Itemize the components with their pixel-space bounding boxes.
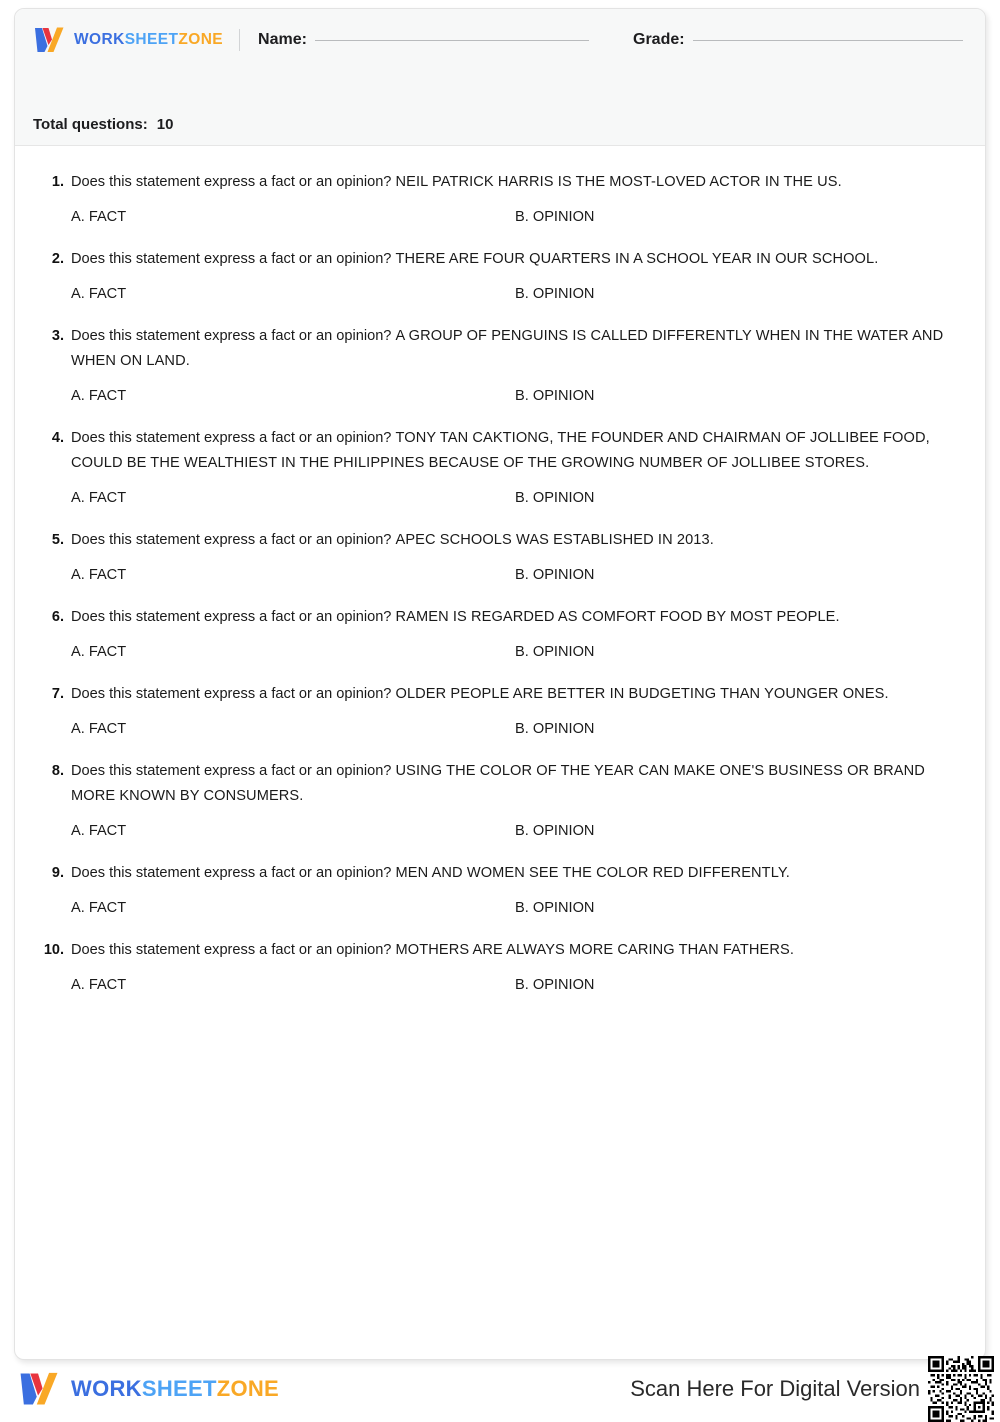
question-options: [71, 977, 959, 993]
question-item: [41, 426, 959, 506]
question-body: [71, 324, 959, 404]
question-item: [41, 170, 959, 225]
question-statement: TONY TAN CAKTIONG, THE FOUNDER AND CHAIRMAN OF JOLLIBEE FOOD, COULD BE THE WEALTHIEST IN THE PHILIPPINES BECAUSE OF THE GROWING NUMBER OF JOLLIBEE STORES.: [71, 430, 930, 471]
option-a[interactable]: A. FACT: [71, 900, 127, 916]
option-b[interactable]: B. OPINION: [515, 721, 595, 737]
question-body: [71, 170, 959, 225]
question-statement: APEC SCHOOLS WAS ESTABLISHED IN 2013.: [395, 532, 714, 548]
option-b[interactable]: B. OPINION: [515, 977, 595, 993]
question-number: 5.: [51, 532, 64, 548]
question-text: [71, 861, 959, 886]
question-item: [41, 324, 959, 404]
option-a[interactable]: A. FACT: [71, 209, 127, 225]
option-a[interactable]: A. FACT: [71, 286, 127, 302]
question-item: [41, 682, 959, 737]
question-item: [41, 528, 959, 583]
questions-list: [15, 146, 985, 993]
question-item: [41, 938, 959, 993]
grade-input-rule[interactable]: [693, 40, 963, 41]
question-prompt: Does this statement express a fact or an opinion?: [71, 609, 392, 625]
question-prompt: Does this statement express a fact or an opinion?: [71, 865, 392, 881]
question-number: 6.: [51, 609, 64, 625]
question-number: 7.: [51, 686, 64, 702]
question-number: 9.: [51, 865, 64, 881]
question-prompt: Does this statement express a fact or an opinion?: [71, 532, 392, 548]
question-prompt: Does this statement express a fact or an opinion?: [71, 763, 392, 779]
question-options: [71, 644, 959, 660]
question-item: [41, 247, 959, 302]
worksheet-header: [15, 9, 985, 146]
option-b[interactable]: B. OPINION: [515, 900, 595, 916]
question-text: [71, 426, 959, 476]
question-statement: RAMEN IS REGARDED AS COMFORT FOOD BY MOST PEOPLE.: [395, 609, 840, 625]
option-a[interactable]: A. FACT: [71, 567, 127, 583]
option-a[interactable]: A. FACT: [71, 977, 127, 993]
name-input-rule[interactable]: [315, 40, 589, 41]
question-statement: NEIL PATRICK HARRIS IS THE MOST-LOVED ACTOR IN THE US.: [395, 174, 842, 190]
question-body: [71, 605, 959, 660]
question-options: [71, 490, 959, 506]
question-text: [71, 605, 959, 630]
question-number: 4.: [51, 430, 64, 446]
option-b[interactable]: B. OPINION: [515, 490, 595, 506]
option-a[interactable]: A. FACT: [71, 388, 127, 404]
question-prompt: Does this statement express a fact or an opinion?: [71, 686, 392, 702]
option-a[interactable]: A. FACT: [71, 721, 127, 737]
footer-brand: [18, 1370, 279, 1408]
question-prompt: Does this statement express a fact or an opinion?: [71, 251, 392, 267]
total-questions: [33, 116, 173, 133]
question-number: 10.: [43, 942, 64, 958]
worksheetzone-logo-icon: [33, 26, 67, 54]
qr-code-icon[interactable]: [928, 1356, 994, 1422]
question-body: [71, 861, 959, 916]
question-body: [71, 528, 959, 583]
question-options: [71, 286, 959, 302]
question-number: 3.: [51, 328, 64, 344]
question-text: [71, 759, 959, 809]
question-prompt: Does this statement express a fact or an opinion?: [71, 430, 392, 446]
question-number: 8.: [51, 763, 64, 779]
question-body: [71, 938, 959, 993]
footer-scan-group: [630, 1356, 1000, 1422]
question-options: [71, 900, 959, 916]
question-prompt: Does this statement express a fact or an opinion?: [71, 174, 392, 190]
question-number: 1.: [51, 174, 64, 190]
question-body: [71, 426, 959, 506]
question-options: [71, 721, 959, 737]
question-body: [71, 247, 959, 302]
question-text: [71, 170, 959, 195]
question-statement: MOTHERS ARE ALWAYS MORE CARING THAN FATHERS.: [395, 942, 794, 958]
question-prompt: Does this statement express a fact or an opinion?: [71, 942, 392, 958]
question-statement: A GROUP OF PENGUINS IS CALLED DIFFERENTLY WHEN IN THE WATER AND WHEN ON LAND.: [71, 328, 944, 369]
scan-here-text: Scan Here For Digital Version: [630, 1376, 920, 1401]
footer-brand-part3: ZONE: [216, 1376, 280, 1401]
question-text: [71, 528, 959, 553]
question-options: [71, 388, 959, 404]
option-b[interactable]: B. OPINION: [515, 644, 595, 660]
total-questions-label: Total questions:: [33, 116, 148, 133]
question-options: [71, 209, 959, 225]
question-text: [71, 324, 959, 374]
total-questions-count: 10: [156, 116, 174, 133]
option-b[interactable]: B. OPINION: [515, 209, 595, 225]
footer-brand-wordmark: [71, 1376, 279, 1402]
footer-brand-part2: SHEET: [141, 1376, 217, 1401]
option-b[interactable]: B. OPINION: [515, 567, 595, 583]
header-top-row: [15, 9, 985, 71]
question-text: [71, 247, 959, 272]
option-a[interactable]: A. FACT: [71, 823, 127, 839]
page-footer: [0, 1364, 1000, 1414]
question-number: 2.: [51, 251, 64, 267]
brand-word-part1: WORK: [74, 31, 125, 48]
option-b[interactable]: B. OPINION: [515, 286, 595, 302]
brand-word-part2: SHEET: [124, 31, 179, 48]
question-text: [71, 938, 959, 963]
question-text: [71, 682, 959, 707]
grade-field[interactable]: [633, 31, 963, 49]
question-statement: MEN AND WOMEN SEE THE COLOR RED DIFFERENTLY.: [395, 865, 790, 881]
question-body: [71, 682, 959, 737]
question-options: [71, 567, 959, 583]
question-statement: USING THE COLOR OF THE YEAR CAN MAKE ONE'S BUSINESS OR BRAND MORE KNOWN BY CONSUMERS.: [71, 763, 925, 804]
brand-wordmark: [74, 31, 223, 49]
question-prompt: Does this statement express a fact or an opinion?: [71, 328, 392, 344]
option-a[interactable]: A. FACT: [71, 644, 127, 660]
question-body: [71, 759, 959, 839]
name-label: Name:: [258, 31, 307, 48]
question-options: [71, 823, 959, 839]
worksheet-card: [14, 8, 986, 1360]
question-item: [41, 759, 959, 839]
option-b[interactable]: B. OPINION: [515, 388, 595, 404]
question-item: [41, 605, 959, 660]
option-b[interactable]: B. OPINION: [515, 823, 595, 839]
brand-word-part3: ZONE: [178, 31, 224, 48]
question-statement: OLDER PEOPLE ARE BETTER IN BUDGETING THAN YOUNGER ONES.: [395, 686, 889, 702]
footer-brand-part1: WORK: [71, 1376, 142, 1401]
name-field[interactable]: [258, 31, 589, 49]
option-a[interactable]: A. FACT: [71, 490, 127, 506]
question-item: [41, 861, 959, 916]
grade-label: Grade:: [633, 31, 685, 48]
vertical-divider-icon: [239, 29, 240, 51]
question-statement: THERE ARE FOUR QUARTERS IN A SCHOOL YEAR IN OUR SCHOOL.: [395, 251, 879, 267]
worksheetzone-logo-icon: [18, 1370, 62, 1408]
